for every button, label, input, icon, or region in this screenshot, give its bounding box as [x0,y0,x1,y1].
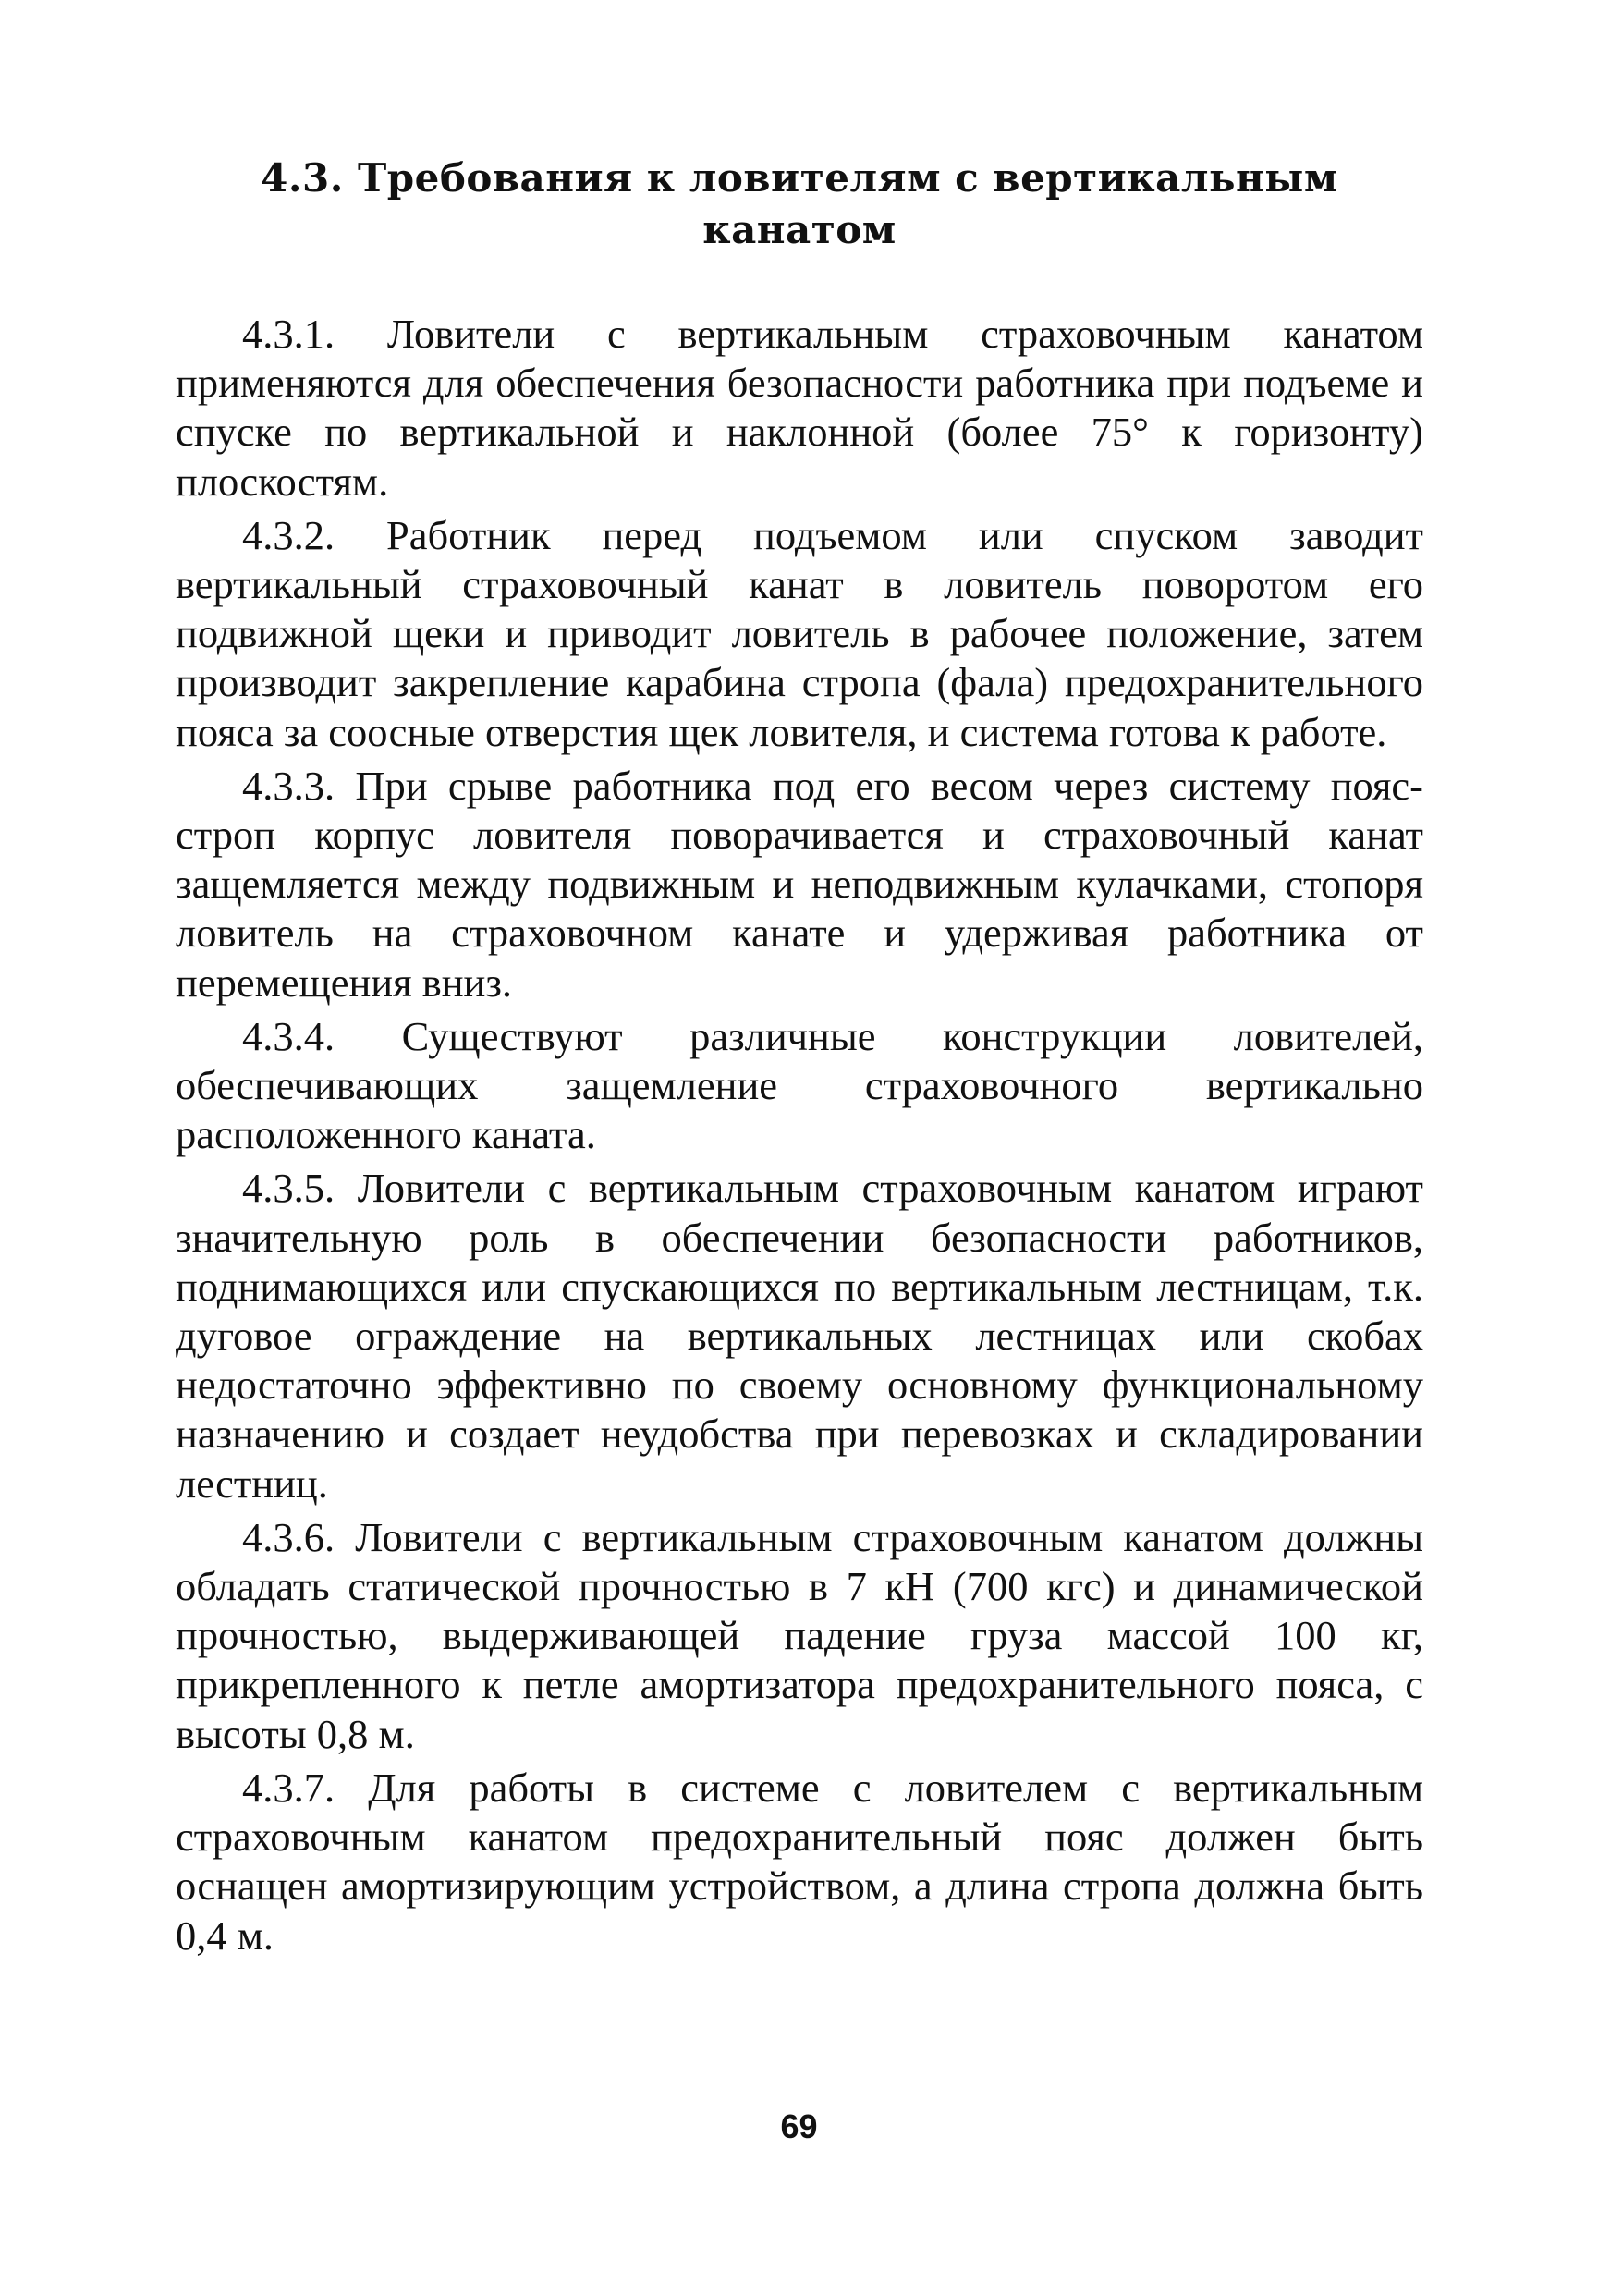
paragraph-4-3-5: 4.3.5. Ловители с вертикальным страховочным канатом играют значительную роль в обеспечении безопасности работников, поднимающихся или спускающихся по вертикальным лестницам, т.к. дуговое ограждение на вертикальных лестницах или скобах недостаточно эффективно по своему основному функциональному назначению и создает неудобства при перевозках и складировании лестниц. [176,1165,1423,1507]
page-content [176,153,1423,1965]
paragraph-4-3-4: 4.3.4. Существуют различные конструкции ловителей, обеспечивающих защемление страховочного вертикально расположенного каната. [176,1012,1423,1158]
section-title-line-2: канатом [702,207,897,252]
paragraph-4-3-2: 4.3.2. Работник перед подъемом или спуском заводит вертикальный страховочный канат в ловитель поворотом его подвижной щеки и приводит ловитель в рабочее положение, затем производит закрепление карабина стропа (фала) предохранительного пояса за соосные отверстия щек ловителя, и система готова к работе. [176,511,1423,755]
paragraph-4-3-6: 4.3.6. Ловители с вертикальным страховочным канатом должны обладать статической прочностью в 7 кН (700 кгс) и динамической прочностью, выдерживающей падение груза массой 100 кг, прикрепленного к петле амортизатора предохранительного пояса, с высоты 0,8 м. [176,1513,1423,1757]
page-number: 69 [780,2107,818,2145]
section-title-line-1: 4.3. Требования к ловителям с вертикальным [261,155,1338,201]
section-title [176,153,1423,256]
paragraph-4-3-1: 4.3.1. Ловители с вертикальным страховочным канатом применяются для обеспечения безопасности работника при подъеме и спуске по вертикальной и наклонной (более 75° к горизонту) плоскостям. [176,311,1423,505]
paragraph-4-3-3: 4.3.3. При срыве работника под его весом через систему пояс-строп корпус ловителя поворачивается и страховочный канат защемляется между подвижным и неподвижным кулачками, стопоря ловитель на страховочном канате и удерживая работника от перемещения вниз. [176,762,1423,1006]
paragraph-4-3-7: 4.3.7. Для работы в системе с ловителем с вертикальным страховочным канатом предохранительный пояс должен быть оснащен амортизирующим устройством, а длина стропа должна быть 0,4 м. [176,1764,1423,1959]
